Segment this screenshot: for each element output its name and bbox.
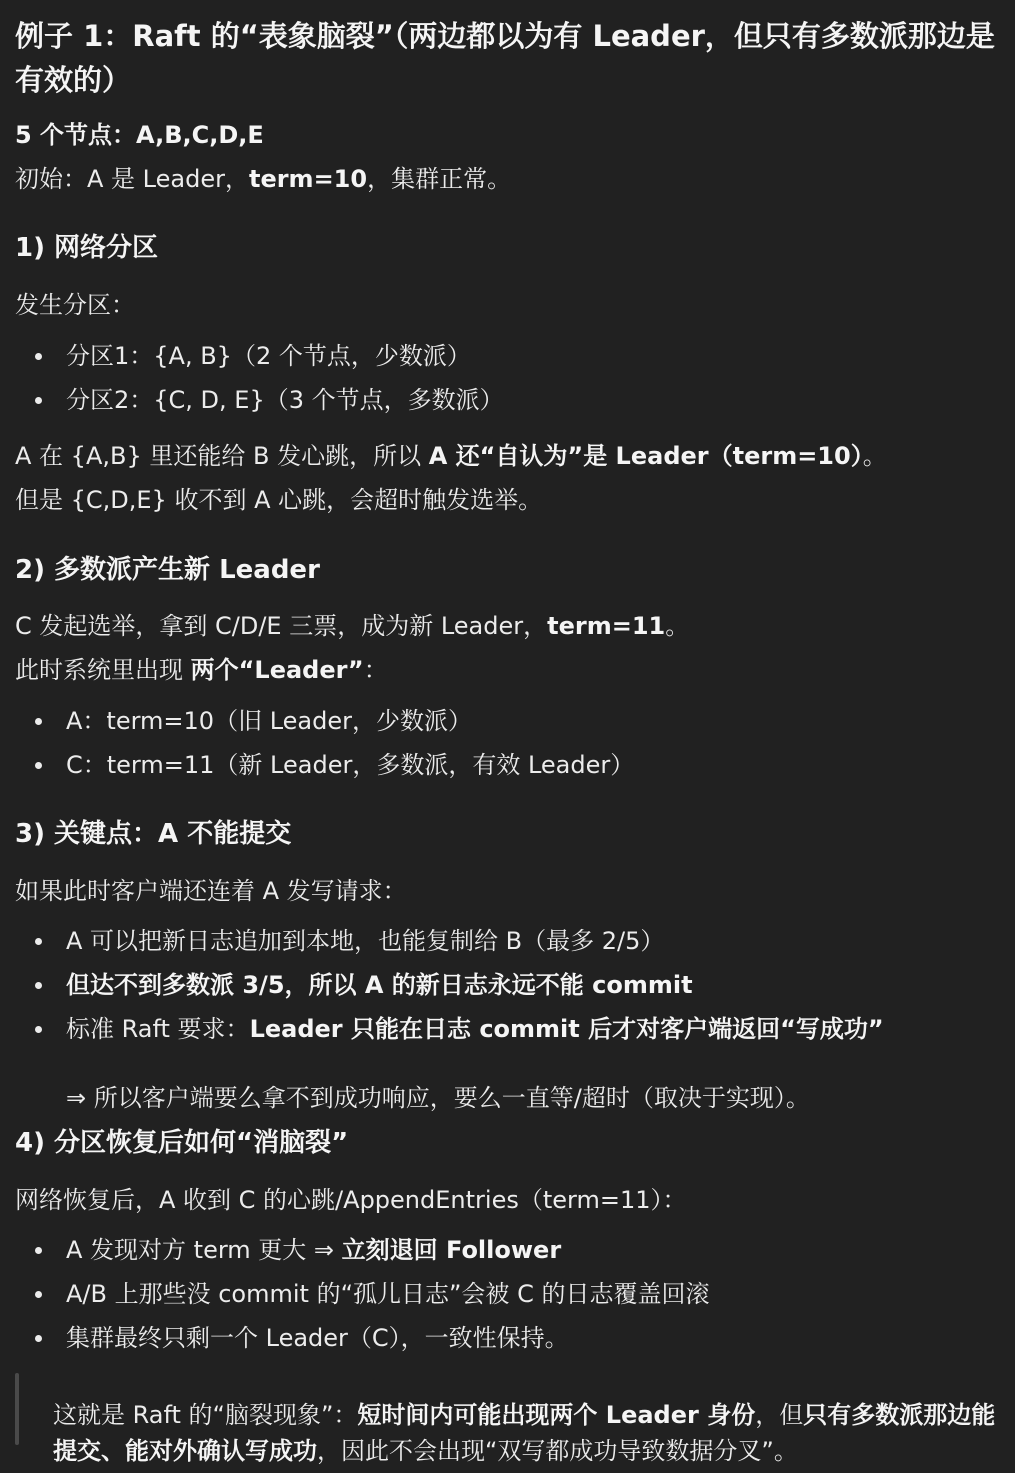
list-item-text: 标准 Raft 要求： [66,1015,250,1043]
blockquote-bar [15,1373,19,1445]
quote-bold: 提交、能对外确认写成功 [53,1437,317,1465]
page-title: 例子 1：Raft 的“表象脑裂”（两边都以为有 Leader，但只有多数派那边是有效的） [15,19,995,97]
section-4-heading: 4) 分区恢复后如何“消脑裂” [15,1128,349,1158]
initial-term: term=10 [248,165,368,193]
list-item: 分区1：{A, B}（2 个节点，少数派） [66,334,996,378]
section-2-para-2 [15,648,1005,692]
blockquote-line-2 [53,1429,1013,1473]
list-item: A/B 上那些没 commit 的“孤儿日志”会被 C 的日志覆盖回滚 [66,1272,996,1316]
quote-text: ，因此不会出现“双写都成功导致数据分叉”。 [317,1437,798,1465]
list-item-continuation: ⇒ 所以客户端要么拿不到成功响应，要么一直等/超时（取决于实现）。 [66,1084,810,1112]
list-item: 集群最终只剩一个 Leader（C），一致性保持。 [66,1316,996,1360]
section-2-heading: 2) 多数派产生新 Leader [15,555,320,585]
list-item: C：term=11（新 Leader，多数派，有效 Leader） [66,743,996,787]
list-item-bold: Leader 只能在日志 commit 后才对客户端返回“写成功” [249,1015,884,1043]
list-item-text: A 发现对方 term 更大 ⇒ [66,1236,342,1264]
list-item-bold: 但达不到多数派 3/5，所以 A 的新日志永远不能 commit [66,971,693,999]
section-1-para-2: 但是 {C,D,E} 收不到 A 心跳，会超时触发选举。 [15,486,543,514]
list-item-bold: 立刻退回 Follower [341,1236,562,1264]
quote-bold: 只有多数派那边能 [803,1401,996,1429]
section-2-para-1 [15,604,1005,648]
section-3-heading: 3) 关键点：A 不能提交 [15,819,292,849]
initial-text-b: ，集群正常。 [367,165,512,193]
para-text: 。 [665,612,690,640]
initial-line [15,157,1005,201]
section-1-lead: 发生分区： [15,291,135,319]
list-item [66,963,996,1007]
quote-bold: 短时间内可能出现两个 Leader 身份 [357,1401,756,1429]
quote-text: 这就是 Raft 的“脑裂现象”： [53,1401,358,1429]
list-item: A：term=10（旧 Leader，少数派） [66,699,996,743]
para-text: A 在 {A,B} 里还能给 B 发心跳，所以 [15,442,429,470]
list-item: A 可以把新日志追加到本地，也能复制给 B（最多 2/5） [66,919,996,963]
para-text: 此时系统里出现 [15,656,191,684]
para-bold: term=11 [547,612,666,640]
nodes-text: 5 个节点：A,B,C,D,E [15,121,264,149]
para-bold: 两个“Leader” [190,656,364,684]
list-item [66,1228,996,1272]
para-text: ： [363,656,388,684]
section-1-para-1 [15,434,1005,478]
list-item: 分区2：{C, D, E}（3 个节点，多数派） [66,378,996,422]
quote-text: ，但 [755,1401,804,1429]
para-text: 。 [862,442,887,470]
para-bold: A 还“自认为”是 Leader（term=10） [428,442,863,470]
section-4-lead: 网络恢复后，A 收到 C 的心跳/AppendEntries（term=11）： [15,1186,687,1214]
list-item [66,1007,996,1051]
section-1-heading: 1) 网络分区 [15,233,159,263]
initial-text-a: 初始：A 是 Leader， [15,165,249,193]
nodes-line [15,113,1005,157]
para-text: C 发起选举，拿到 C/D/E 三票，成为新 Leader， [15,612,548,640]
section-3-lead: 如果此时客户端还连着 A 发写请求： [15,877,407,905]
